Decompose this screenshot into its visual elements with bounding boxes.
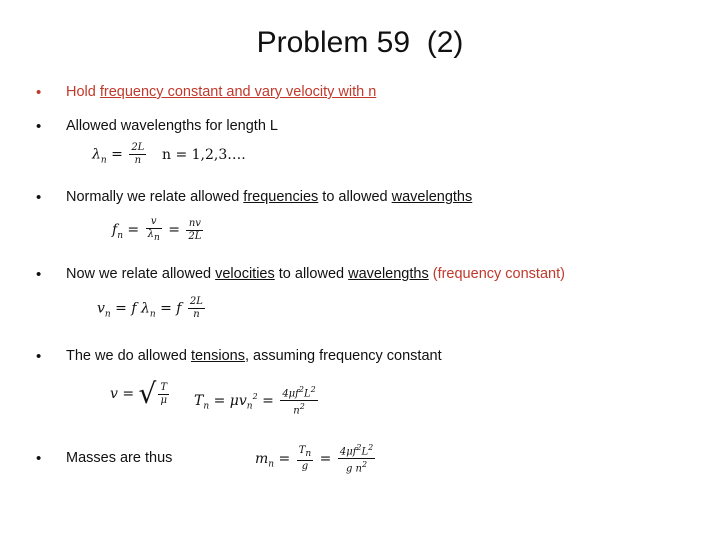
- bullet-2-part-1: Allowed wavelengths for length L: [66, 118, 278, 134]
- bullet-1-part-1: Hold: [66, 84, 100, 100]
- bullet-marker: •: [36, 450, 42, 467]
- bullet-2-text: [66, 118, 278, 134]
- bullet-marker: •: [36, 189, 42, 206]
- bullet-1-text: [66, 84, 376, 100]
- bullet-4-part-4: wavelengths: [348, 266, 429, 282]
- bullet-3-part-2: frequencies: [243, 189, 319, 205]
- bullet-3-text: [66, 189, 472, 205]
- equation-n-values: [162, 147, 246, 163]
- equation-wave-speed: v = √ $\frac{T}{\mu}$: [110, 377, 168, 410]
- bullet-5-text: [66, 348, 442, 364]
- bullet-4-part-2: velocities: [215, 266, 275, 282]
- bullet-6-text: [66, 450, 172, 466]
- bullet-5-part-2: tensions: [190, 348, 245, 364]
- bullet-3-part-4: wavelengths: [391, 189, 473, 205]
- bullet-4-part-1: Now we relate allowed: [66, 266, 216, 282]
- equation-velocity: $v_n = f$ $\lambda_n = f$ $\frac{2L}{n}$: [97, 296, 203, 320]
- bullet-6-part-1: Masses are thus: [66, 450, 173, 466]
- slide-title: Problem 59 (2): [256, 26, 464, 59]
- equation-frequency: $f_n$ = $\frac{v}{\lambda_n}$ = $\frac{nv}{2L}$: [112, 216, 202, 243]
- bullet-marker: •: [36, 84, 42, 101]
- bullet-5-part-3: , assuming frequency constant: [244, 348, 442, 364]
- bullet-4-part-5: (frequency constant): [428, 266, 565, 282]
- bullet-1-part-2: frequency constant and vary velocity with n: [99, 84, 377, 100]
- bullet-marker: •: [36, 118, 42, 135]
- bullet-marker: •: [36, 348, 42, 365]
- bullet-4-text: [66, 266, 565, 282]
- equation-tension: $T_n = \mu v_n^2$ = $\frac{4\mu f^2L^2}{n^2}$: [194, 385, 316, 417]
- equation-mass: $m_n$ = $\frac{T_n}{g}$ = $\frac{4\mu f^2L^2}{g n^2}$: [255, 443, 374, 475]
- n-values-label: n = 1,2,3….: [162, 147, 246, 163]
- bullet-3-part-1: Normally we relate allowed: [66, 189, 244, 205]
- bullet-3-part-3: to allowed: [318, 189, 392, 205]
- bullet-5-part-1: The we do allowed: [66, 348, 191, 364]
- bullet-4-part-3: to allowed: [274, 266, 349, 282]
- bullet-marker: •: [36, 266, 42, 283]
- equation-wavelength: $\lambda_n$ = $\frac{2L}{n}$: [92, 142, 145, 166]
